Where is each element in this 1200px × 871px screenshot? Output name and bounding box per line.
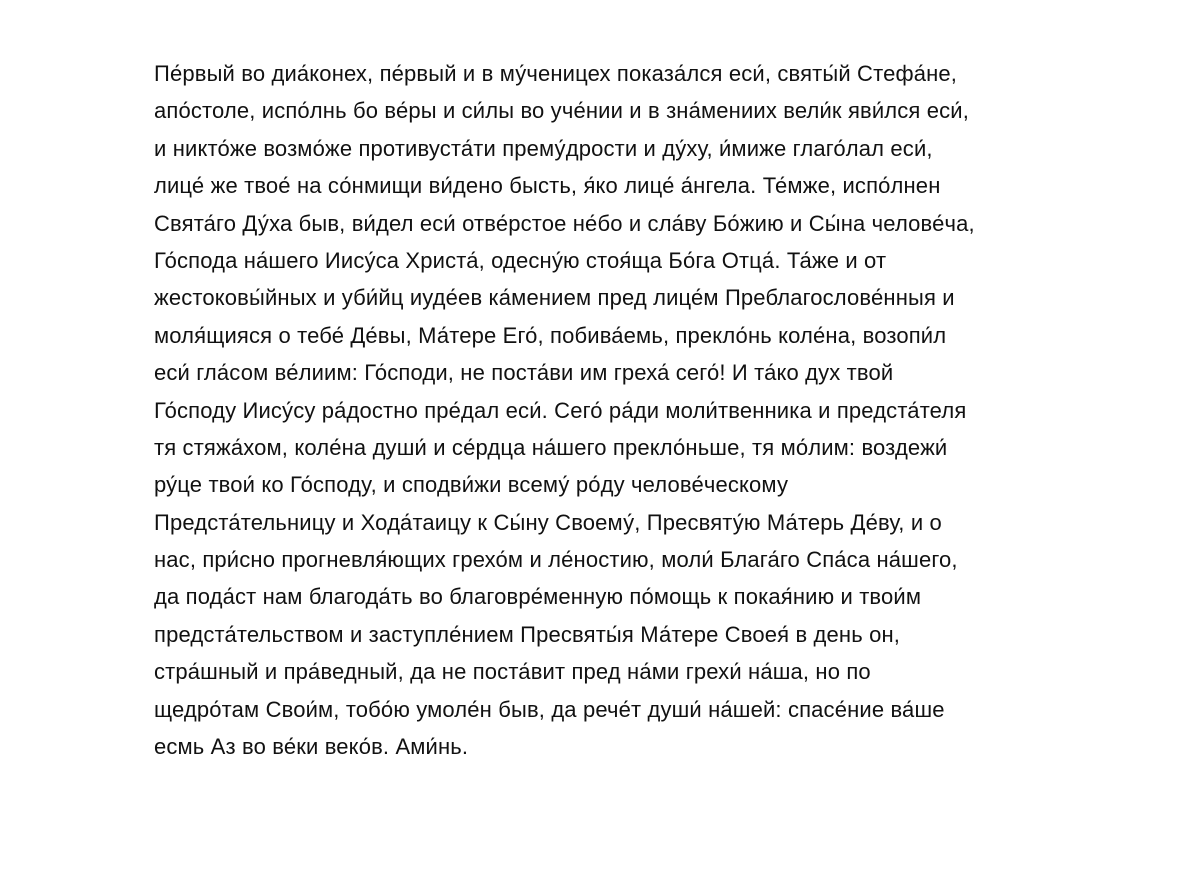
text-line: тя стяжа́хом, коле́на души́ и се́рдца на́шего прекло́ньше, тя мо́лим: воздежи́: [154, 434, 948, 460]
text-line: стра́шный и пра́ведный, да не поста́вит пред на́ми грехи́ на́ша, но по: [154, 659, 871, 685]
text-line: Предста́тельницу и Хода́таицу к Сы́ну Своему́, Пресвяту́ю Ма́терь Де́ву, и о: [154, 509, 942, 535]
text-line: ру́це твои́ ко Го́сподy, и сподви́жи всему́ ро́ду челове́ческому: [154, 472, 789, 498]
text-line: моля́щияся о тебе́ Де́вы, Ма́тере Его́, побива́емь, прекло́нь коле́на, возопи́л: [154, 322, 947, 348]
text-line: есмь Аз во ве́ки веко́в. Ами́нь.: [154, 734, 469, 760]
text-line: и никто́же возмо́же противуста́ти прему́дрости и ду́ху, и́мижe глаго́лал еси́,: [154, 135, 933, 161]
text-line: Пе́рвый во диа́конех, пе́рвый и в му́ченицех показа́лся еси́, святы́й Стефа́не,: [154, 61, 958, 86]
text-line: жестоковы́йных и уби́йц иуде́ев ка́мением пред лице́м Преблагослове́нныя и: [154, 285, 955, 311]
text-line: лице́ же твое́ на со́нмищи ви́дено бысть, я́ко лице́ а́нгела. Те́мже, испо́лнен: [154, 173, 941, 199]
text-line: еси́ гла́сом ве́лиим: Го́споди, не поста́ви им греха́ сего́! И та́ко дух твой: [154, 360, 894, 386]
text-line: Свята́го Ду́ха быв, ви́дел еси́ отве́рстое не́бо и сла́ву Бо́жию и Сы́на челове́ча,: [154, 210, 975, 236]
prayer-text: [154, 55, 1154, 765]
text-line: нас, при́сно прогневля́ющих грехо́м и ле́ностию, моли́ Блага́го Спа́са на́шего,: [154, 547, 958, 573]
text-line: да пода́ст нам благода́ть во благовре́менную по́мощь к покая́нию и твои́м: [154, 584, 922, 610]
text-line: Го́сподy Иису́су ра́достно пре́дал еси́. Сего́ ра́ди моли́твенника и предста́теля: [154, 397, 967, 423]
text-line: щедро́там Свои́м, тобо́ю умоле́н быв, да рече́т души́ на́шей: спасе́ние ва́ше: [154, 696, 945, 722]
text-line: Го́спода на́шего Иису́са Христа́, одесну́ю стоя́ща Бо́га Отца́. Та́же и от: [154, 247, 887, 273]
text-line: апо́столе, испо́лнь бо ве́ры и си́лы во уче́нии и в зна́мениих вели́к яви́лся еси́,: [154, 98, 969, 124]
text-line: предста́тельством и заступле́нием Пресвяты́я Ма́тере Своея́ в день он,: [154, 621, 901, 647]
